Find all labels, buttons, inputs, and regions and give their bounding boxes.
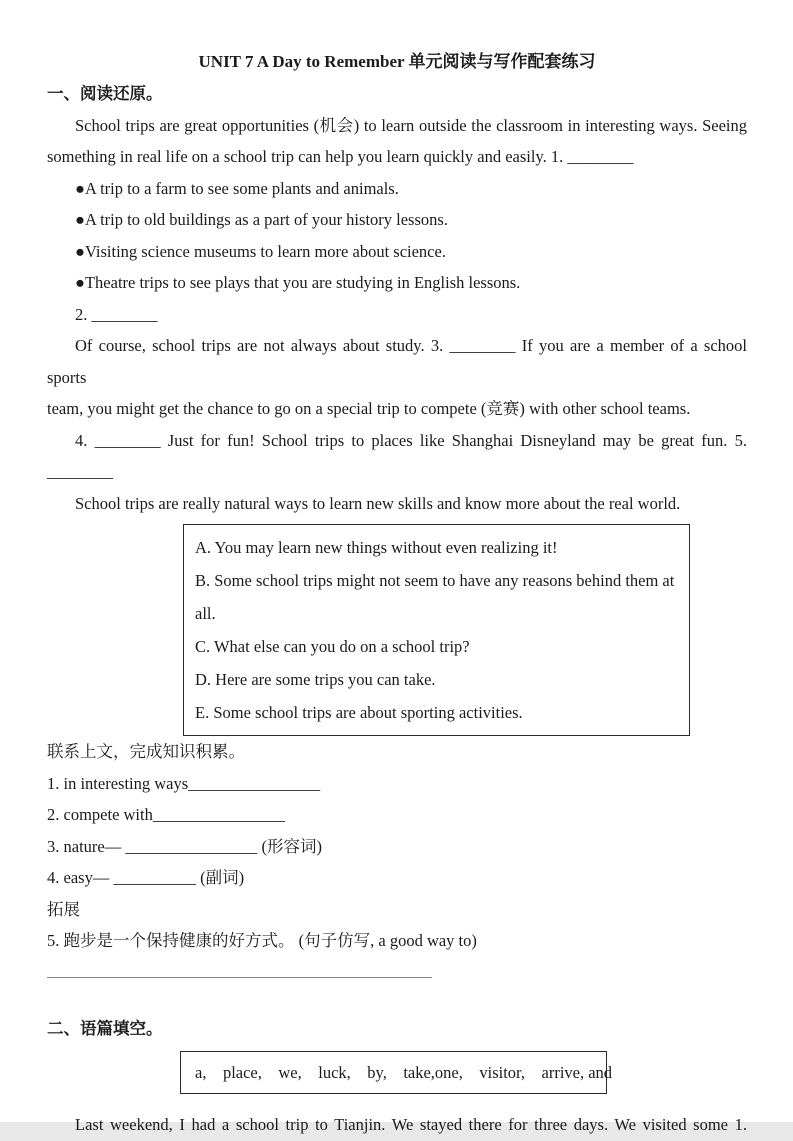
option-item-b: B. Some school trips might not seem to have any reasons behind them at all.: [195, 571, 675, 623]
option-item-a: A. You may learn new things without even realizing it!: [195, 538, 558, 557]
section1-header: 一、阅读还原。: [47, 84, 163, 103]
para3-line2: ________: [47, 462, 113, 481]
knowledge-item: 3. nature— ________________ (形容词): [47, 836, 322, 856]
knowledge-item: 1. in interesting ways________________: [47, 773, 321, 793]
answer-blank-line: [47, 977, 432, 978]
expand-item: 5. 跑步是一个保持健康的好方式。 (句子仿写, a good way to): [47, 931, 477, 950]
expand-label: 拓展: [47, 899, 80, 919]
para1-line2: something in real life on a school trip can help you learn quickly and easily. 1. ________: [47, 147, 634, 166]
option-item-c: C. What else can you do on a school trip?: [195, 637, 470, 656]
bullet-item: ●Visiting science museums to learn more about science.: [75, 241, 446, 261]
blank-item-2: 2. ________: [75, 304, 158, 324]
bullet-item: ●A trip to old buildings as a part of your history lessons.: [75, 210, 448, 229]
para3-line1: 4. ________ Just for fun! School trips to places like Shanghai Disneyland may be great fun. 5.: [75, 430, 747, 450]
para2-line1: Of course, school trips are not always about study. 3. ________ If you are a member of a school sports: [47, 336, 747, 387]
para1-line1: School trips are great opportunities (机会) to learn outside the classroom in interesting ways. Seeing: [75, 115, 747, 135]
word-bank-words: a, place, we, luck, by, take,one, visitor, arrive, and: [195, 1063, 613, 1082]
para4-line: School trips are really natural ways to learn new skills and know more about the real world.: [75, 493, 681, 513]
para2-line2: team, you might get the chance to go on a special trip to compete (竞赛) with other school teams.: [47, 399, 691, 418]
section2-para-line1: Last weekend, I had a school trip to Tianjin. We stayed there for three days. We visited some 1.: [75, 1115, 747, 1134]
knowledge-prompt: 联系上文，完成知识积累。: [47, 742, 245, 761]
knowledge-item: 2. compete with________________: [47, 805, 285, 824]
section2-header: 二、语篇填空。: [47, 1018, 163, 1038]
bullet-item: ●A trip to a farm to see some plants and animals.: [75, 178, 399, 198]
page-title: UNIT 7 A Day to Remember 单元阅读与写作配套练习: [198, 52, 596, 71]
word-bank-box: [180, 1051, 613, 1094]
knowledge-item: 4. easy— __________ (副词): [47, 868, 245, 887]
bullet-item: ●Theatre trips to see plays that you are studying in English lessons.: [75, 273, 521, 292]
option-item-e: E. Some school trips are about sporting activities.: [195, 703, 523, 722]
options-box: [183, 524, 690, 736]
option-item-d: D. Here are some trips you can take.: [195, 670, 436, 689]
